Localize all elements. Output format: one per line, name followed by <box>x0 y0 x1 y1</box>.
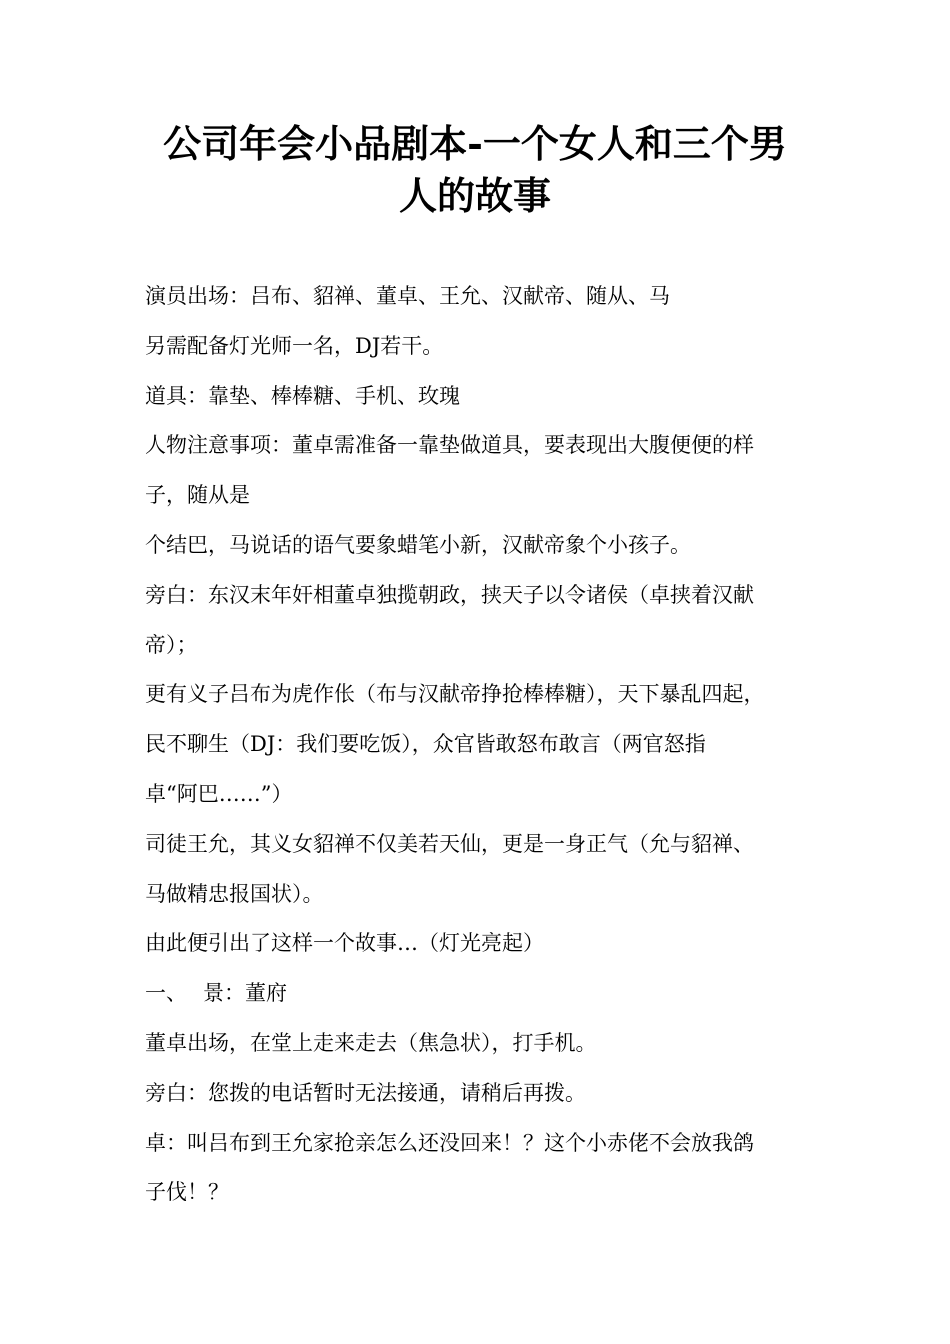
paragraph-line: 帝）； <box>145 632 198 657</box>
paragraph-line: 演员出场：吕布、貂禅、董卓、王允、汉献帝、随从、马 <box>145 284 670 308</box>
paragraph-line: 民不聊生（DJ：我们要吃饭），众官皆敢怒布敢言（两官怒指 <box>145 732 706 757</box>
paragraph-line: 旁白：您拨的电话暂时无法接通，请稍后再拨。 <box>145 1080 586 1105</box>
paragraph-line: 卓：叫吕布到王允家抢亲怎么还没回来！？这个小赤佬不会放我鸽 <box>145 1130 754 1155</box>
document-body <box>145 272 815 1218</box>
paragraph-line: 卓“阿巴……”） <box>145 781 293 806</box>
paragraph-line: 道具：靠垫、棒棒糖、手机、玫瑰 <box>145 383 460 408</box>
paragraph-line: 由此便引出了这样一个故事…（灯光亮起） <box>145 931 544 956</box>
section-number: 一、 <box>145 981 187 1006</box>
title-line-1: 公司年会小品剧本-一个女人和三个男 <box>163 121 787 166</box>
section-text: 景：董府 <box>203 981 287 1006</box>
section-heading <box>145 969 815 1019</box>
paragraph-line: 司徒王允，其义女貂禅不仅美若天仙，更是一身正气（允与貂禅、 <box>145 831 754 856</box>
paragraph-line: 个结巴，马说话的语气要象蜡笔小新，汉献帝象个小孩子。 <box>145 532 691 557</box>
paragraph-line: 另需配备灯光师一名，DJ若干。 <box>145 333 444 358</box>
paragraph-line: 董卓出场，在堂上走来走去（焦急状），打手机。 <box>145 1030 597 1055</box>
paragraph-line: 马做精忠报国状）。 <box>145 881 324 906</box>
paragraph-line: 旁白：东汉末年奸相董卓独揽朝政，挟天子以令诸侯（卓挟着汉献 <box>145 582 754 607</box>
paragraph-line: 更有义子吕布为虎作伥（布与汉献帝挣抢棒棒糖），天下暴乱四起， <box>145 682 765 707</box>
paragraph-line: 子伐！？ <box>145 1180 229 1205</box>
document-title <box>0 118 950 222</box>
title-line-2: 人的故事 <box>398 173 551 218</box>
paragraph-line: 子，随从是 <box>145 483 250 508</box>
paragraph-line: 人物注意事项：董卓需准备一靠垫做道具，要表现出大腹便便的样 <box>145 433 754 458</box>
